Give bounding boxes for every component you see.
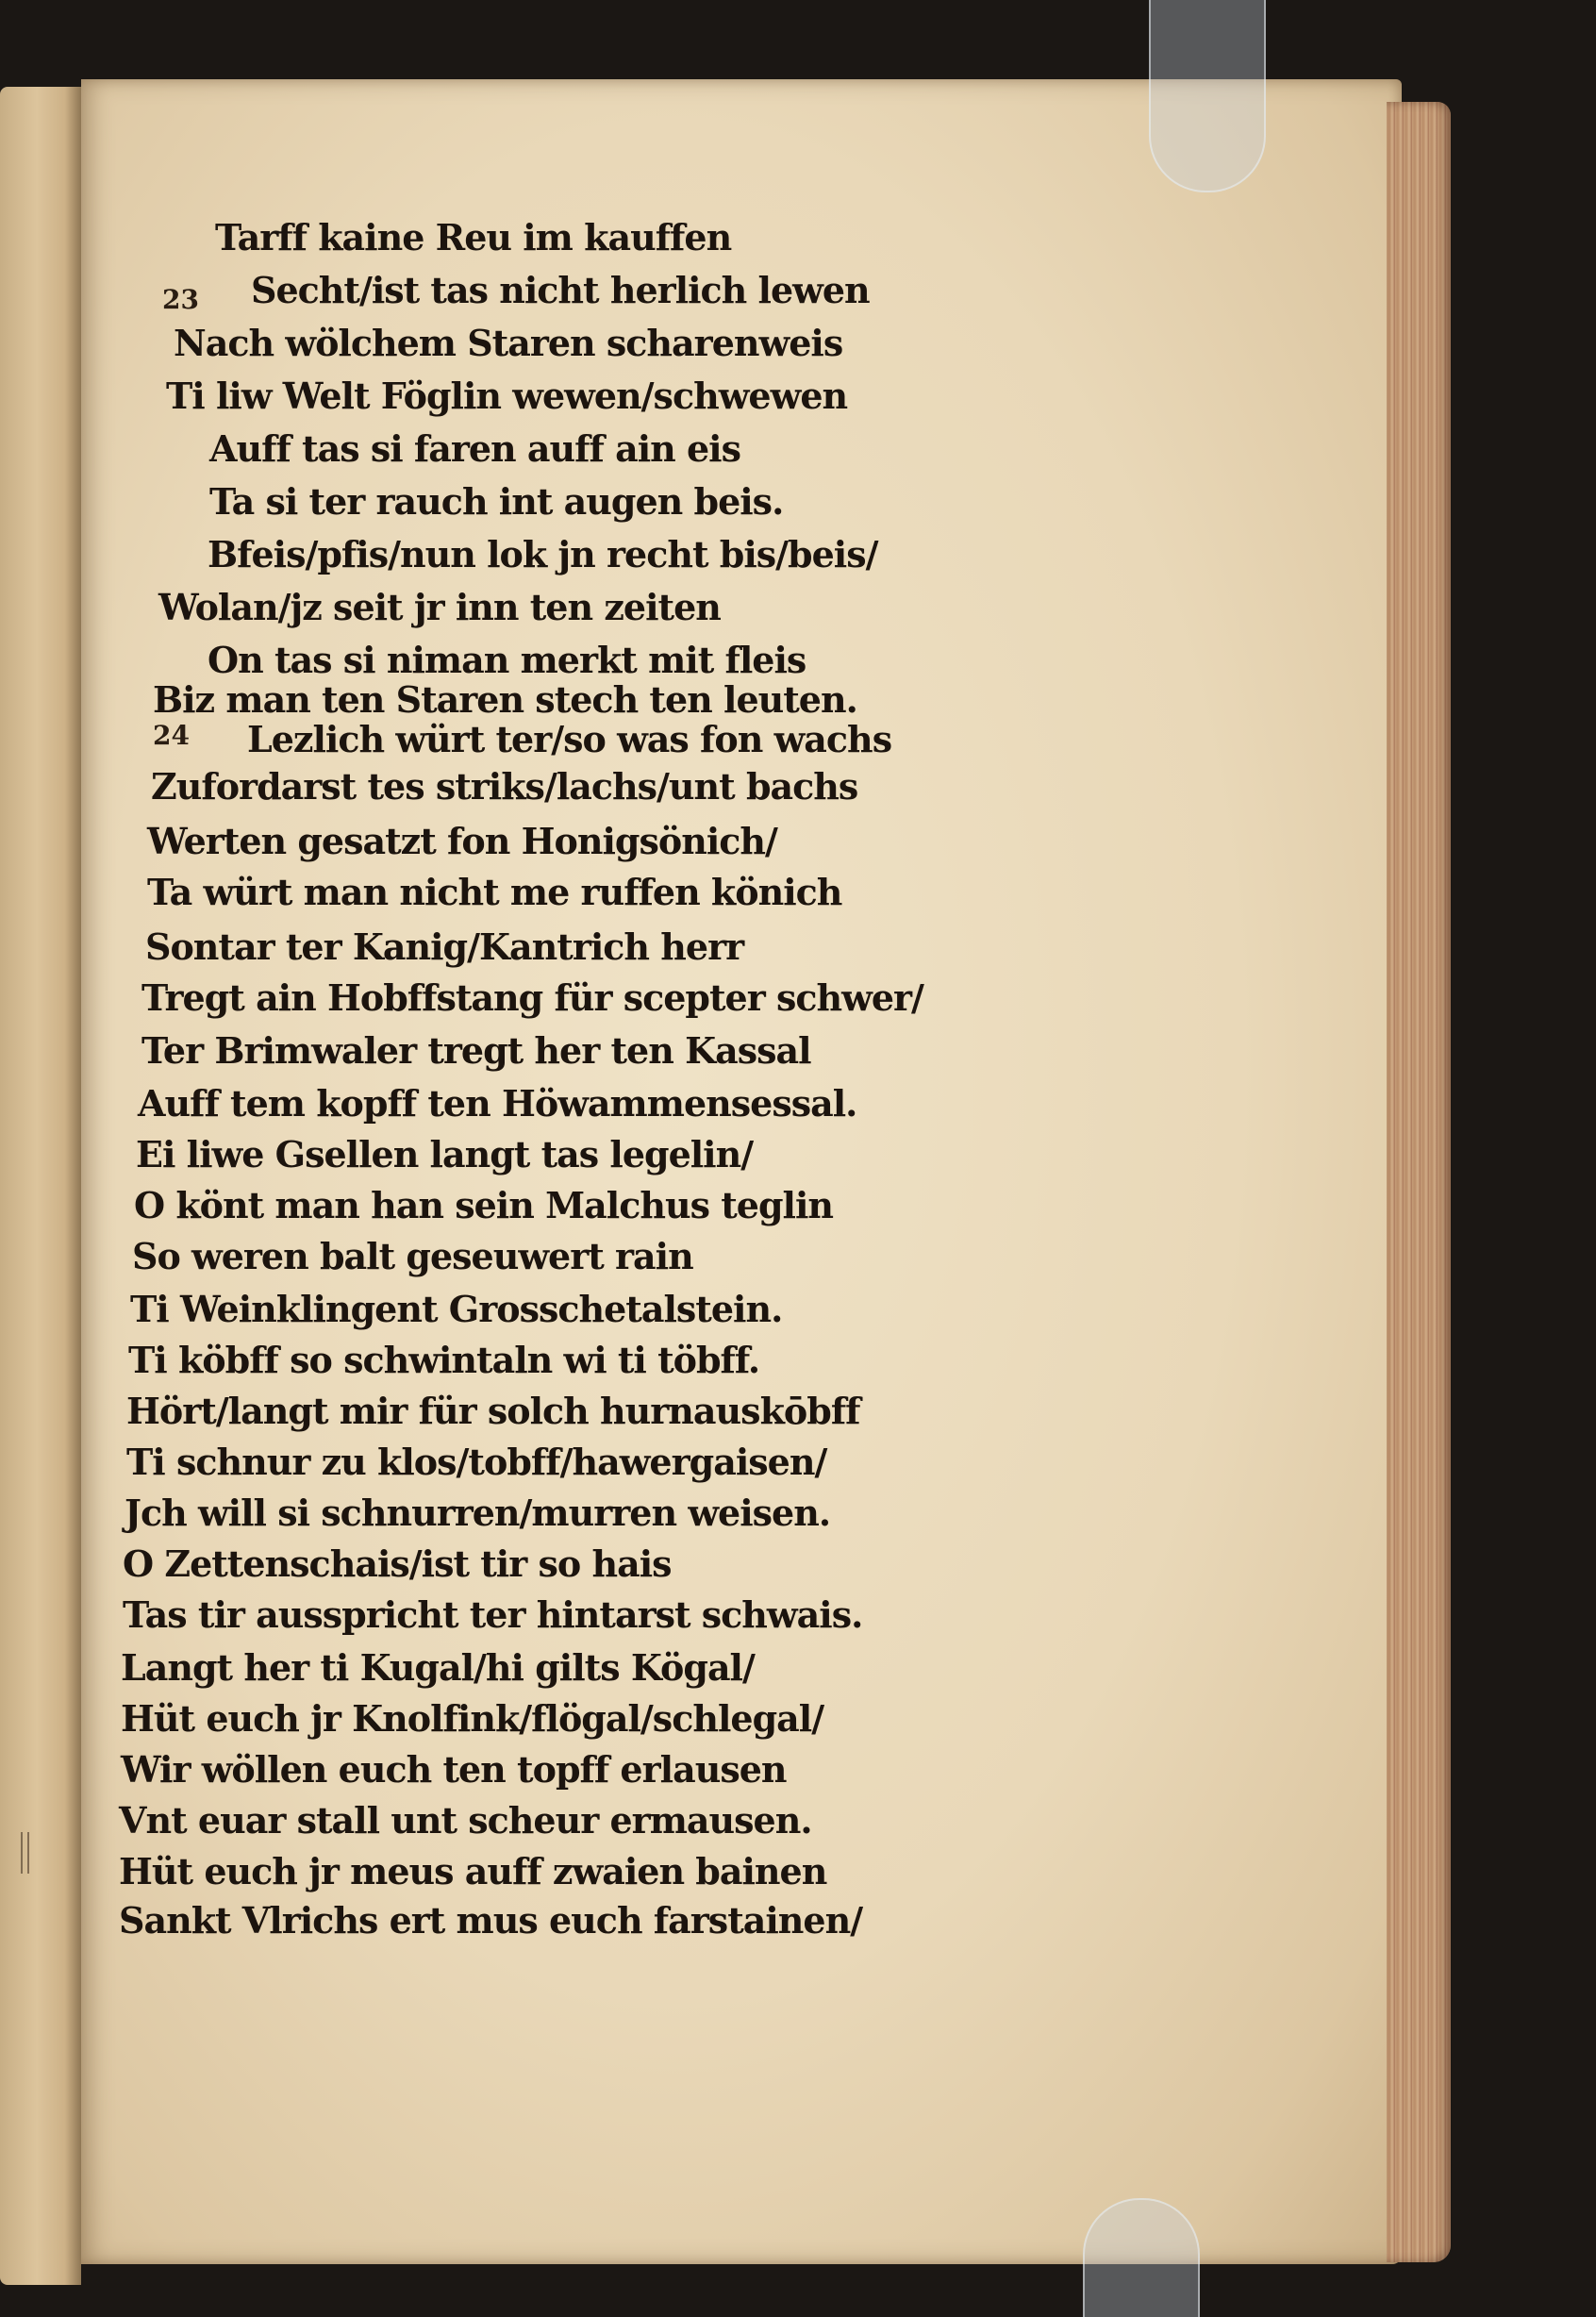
text-line: Wir wöllen euch ten topff erlausen [121,1748,787,1791]
text-line: Vnt euar stall unt scheur ermausen. [119,1799,812,1842]
text-line: Werten gesatzt fon Honigsönich/ [147,820,777,862]
text-line: Langt her ti Kugal/hi gilts Kögal/ [121,1646,755,1689]
text-line: Lezlich würt ter/so was fon wachs [247,718,892,760]
line-number: 23 [162,284,199,315]
text-line: Jch will si schnurren/murren weisen. [125,1492,831,1534]
text-line: O könt man han sein Malchus teglin [134,1184,834,1226]
text-line: O Zettenschais/ist tir so hais [123,1542,672,1585]
text-line: Hört/langt mir für solch hurnauskōbff [126,1390,860,1432]
text-line: Secht/ist tas nicht herlich lewen [251,269,870,311]
text-line: Ta si ter rauch int augen beis. [209,480,784,523]
text-line: Tregt ain Hobffstang für scepter schwer/ [141,976,923,1019]
text-line: Sankt Vlrichs ert mus euch farstainen/ [119,1899,863,1942]
text-line: Auff tem kopff ten Höwammensessal. [138,1082,857,1125]
text-line: Auff tas si faren auff ain eis [209,427,741,470]
text-line: Hüt euch jr meus auff zwaien bainen [119,1850,827,1892]
text-line: Biz man ten Staren stech ten leuten. [153,678,857,721]
text-line: Ti köbff so schwintaln wi ti töbff. [128,1339,760,1381]
text-line: Ta würt man nicht me ruffen könich [147,871,842,913]
line-number: 24 [153,720,190,751]
text-line: Ti Weinklingent Grosschetalstein. [130,1288,783,1330]
text-line: Nach wölchem Staren scharenweis [174,322,843,364]
text-line: Tarff kaine Reu im kauffen [215,216,732,258]
text-line: Ei liwe Gsellen langt tas legelin/ [136,1133,754,1175]
text-line: Tas tir ausspricht ter hintarst schwais. [123,1593,863,1636]
text-line: Sontar ter Kanig/Kantrich herr [145,925,744,968]
text-line: So weren balt geseuwert rain [132,1235,693,1277]
text-line: On tas si niman merkt mit fleis [208,639,806,681]
text-line: Wolan/jz seit jr inn ten zeiten [158,586,721,628]
text-line: Zufordarst tes striks/lachs/unt bachs [151,765,858,808]
text-line: Ti schnur zu klos/tobff/hawergaisen/ [126,1441,827,1483]
text-line: Ti liw Welt Föglin wewen/schwewen [166,375,848,417]
text-line: Bfeis/pfis/nun lok jn recht bis/beis/ [208,533,878,575]
text-line: Hüt euch jr Knolfink/flögal/schlegal/ [121,1697,824,1740]
text-line: Ter Brimwaler tregt her ten Kassal [141,1029,811,1072]
